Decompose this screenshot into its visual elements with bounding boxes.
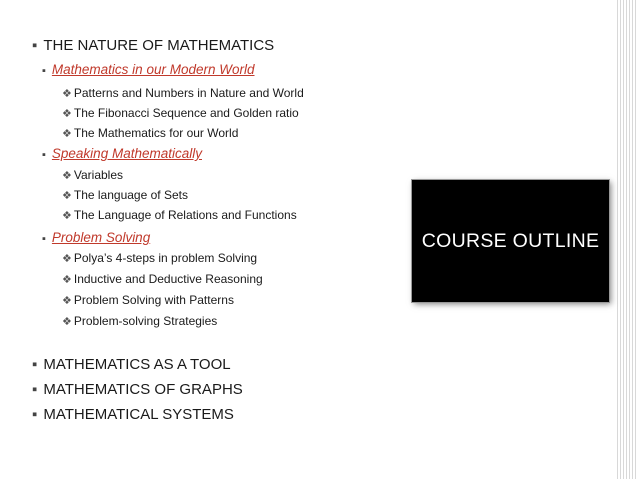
square-bullet-icon: ▪ xyxy=(32,356,38,373)
diamond-bullet-icon: ❖ xyxy=(62,253,72,265)
diamond-bullet-icon: ❖ xyxy=(62,88,72,100)
outline-topic-sets xyxy=(62,188,188,202)
square-bullet-icon: ▪ xyxy=(42,233,46,245)
outline-topic-patterns-solving xyxy=(62,293,234,307)
diamond-bullet-icon: ❖ xyxy=(62,128,72,140)
outline-topic-label: The language of Sets xyxy=(73,188,188,202)
outline-item-mathematical-systems xyxy=(32,406,234,423)
outline-topic-label: The Language of Relations and Functions xyxy=(73,208,297,222)
slide-title: COURSE OUTLINE xyxy=(421,229,600,252)
diamond-bullet-icon: ❖ xyxy=(62,170,72,182)
square-bullet-icon: ▪ xyxy=(42,65,46,77)
outline-item-mathematics-of-graphs xyxy=(32,381,243,398)
outline-item-label: MATHEMATICS OF GRAPHS xyxy=(43,381,243,398)
outline-topic-label: Patterns and Numbers in Nature and World xyxy=(73,86,304,100)
outline-item-label: THE NATURE OF MATHEMATICS xyxy=(43,37,275,54)
outline-subitem-speaking-mathematically[interactable] xyxy=(42,146,202,161)
diamond-bullet-icon: ❖ xyxy=(62,316,72,328)
outline-subitem-modern-world[interactable] xyxy=(42,62,254,77)
outline-item-mathematics-as-tool xyxy=(32,356,231,373)
outline-item-label: MATHEMATICS AS A TOOL xyxy=(43,356,231,373)
square-bullet-icon: ▪ xyxy=(32,406,38,423)
outline-subitem-link[interactable]: Speaking Mathematically xyxy=(51,146,202,161)
square-bullet-icon: ▪ xyxy=(32,37,38,54)
outline-topic-reasoning xyxy=(62,272,263,286)
outline-topic-label: Problem-solving Strategies xyxy=(73,314,218,328)
outline-topic-mathematics-for-world xyxy=(62,126,238,140)
outline-topic-relations-functions xyxy=(62,208,297,222)
outline-topic-label: Polya’s 4-steps in problem Solving xyxy=(73,251,258,265)
outline-topic-polya xyxy=(62,251,257,265)
outline-subitem-link[interactable]: Mathematics in our Modern World xyxy=(51,62,255,77)
outline-topic-patterns xyxy=(62,86,304,100)
outline-topic-label: Inductive and Deductive Reasoning xyxy=(73,272,263,286)
diamond-bullet-icon: ❖ xyxy=(62,210,72,222)
square-bullet-icon: ▪ xyxy=(32,381,38,398)
outline-topic-fibonacci xyxy=(62,106,299,120)
outline-item-nature-of-mathematics xyxy=(32,37,274,54)
outline-topic-label: Problem Solving with Patterns xyxy=(73,293,234,307)
decorative-stripe-gap xyxy=(608,0,616,479)
square-bullet-icon: ▪ xyxy=(42,149,46,161)
outline-item-label: MATHEMATICAL SYSTEMS xyxy=(43,406,234,423)
outline-subitem-problem-solving[interactable] xyxy=(42,230,150,245)
diamond-bullet-icon: ❖ xyxy=(62,190,72,202)
diamond-bullet-icon: ❖ xyxy=(62,108,72,120)
diamond-bullet-icon: ❖ xyxy=(62,274,72,286)
outline-subitem-link[interactable]: Problem Solving xyxy=(51,230,151,245)
outline-topic-variables xyxy=(62,168,123,182)
outline-topic-label: The Mathematics for our World xyxy=(73,126,239,140)
course-outline-title-box xyxy=(412,180,609,302)
outline-topic-label: The Fibonacci Sequence and Golden ratio xyxy=(73,106,299,120)
outline-topic-strategies xyxy=(62,314,217,328)
outline-topic-label: Variables xyxy=(73,168,124,182)
diamond-bullet-icon: ❖ xyxy=(62,295,72,307)
